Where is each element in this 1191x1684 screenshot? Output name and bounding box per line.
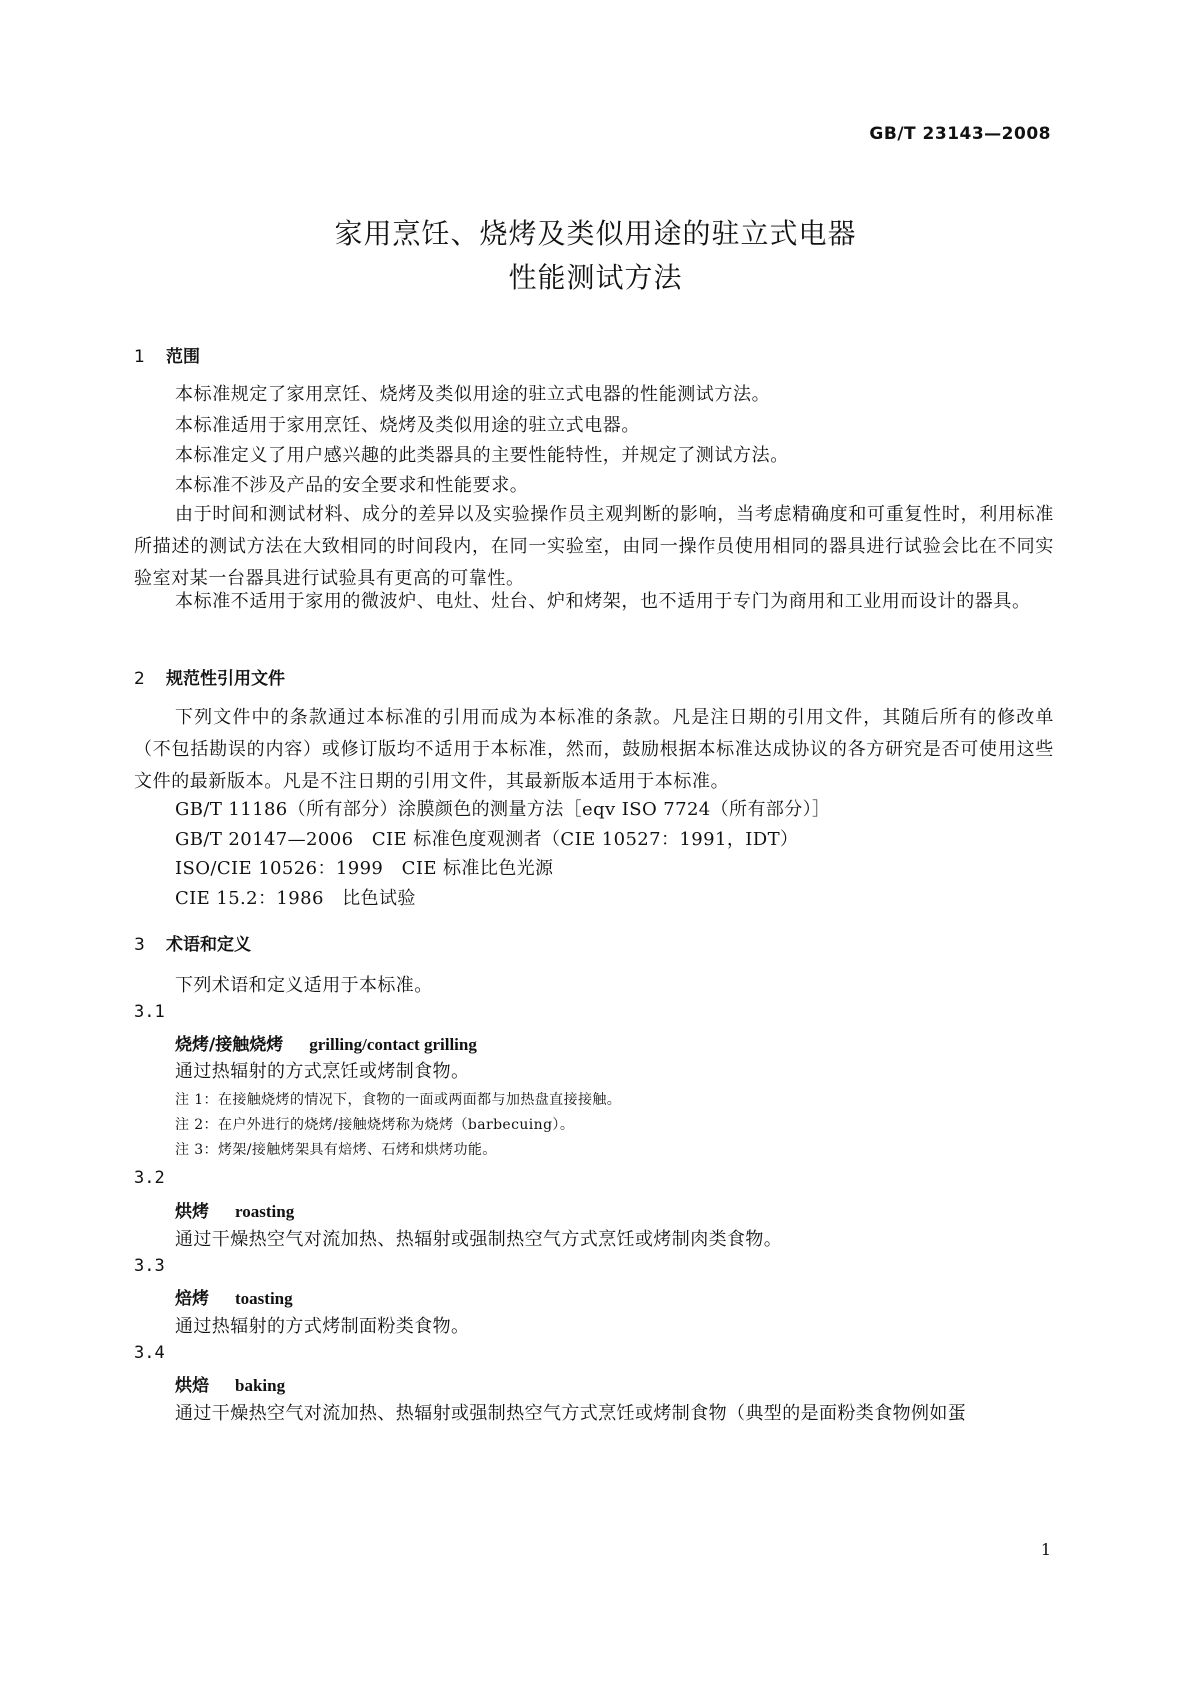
section-3-heading [134, 930, 251, 955]
term-number: 3.4 [134, 1343, 165, 1363]
reference-item: GB/T 11186（所有部分）涂膜颜色的测量方法［eqv ISO 7724（所有部分）］ [175, 799, 831, 820]
paragraph: 本标准适用于家用烹饪、烧烤及类似用途的驻立式电器。 [175, 415, 640, 436]
section-2-heading [134, 664, 285, 689]
paragraph: 下列文件中的条款通过本标准的引用而成为本标准的条款。凡是注日期的引用文件，其随后所有的修改单（不包括勘误的内容）或修订版均不适用于本标准，然而，鼓励根据本标准达成协议的各方研究是否可使用这些文件的最新版本。凡是不注日期的引用文件，其最新版本适用于本标准。 [134, 707, 1054, 792]
term-heading [175, 1030, 477, 1055]
document-title-line1: 家用烹饪、烧烤及类似用途的驻立式电器 [334, 217, 857, 250]
term-note: 注 3：烤架/接触烤架具有焙烤、石烤和烘烤功能。 [175, 1142, 497, 1158]
section-title: 术语和定义 [166, 935, 251, 955]
term-definition: 通过干燥热空气对流加热、热辐射或强制热空气方式烹饪或烤制食物（典型的是面粉类食物例如蛋 [175, 1403, 967, 1424]
term-english: roasting [235, 1202, 295, 1221]
section-title: 范围 [166, 347, 200, 367]
term-number: 3.3 [134, 1256, 165, 1276]
term-heading [175, 1284, 293, 1309]
reference-item: ISO/CIE 10526：1999 CIE 标准比色光源 [175, 858, 554, 879]
paragraph: 本标准不涉及产品的安全要求和性能要求。 [175, 475, 529, 496]
term-chinese: 焙烤 [175, 1289, 209, 1309]
term-chinese: 烘烤 [175, 1202, 209, 1222]
term-chinese: 烘焙 [175, 1376, 209, 1396]
paragraph: 本标准定义了用户感兴趣的此类器具的主要性能特性，并规定了测试方法。 [175, 445, 789, 466]
term-definition: 通过热辐射的方式烤制面粉类食物。 [175, 1316, 470, 1337]
term-number: 3.2 [134, 1168, 165, 1188]
paragraph: 由于时间和测试材料、成分的差异以及实验操作员主观判断的影响，当考虑精确度和可重复性时，利用标准所描述的测试方法在大致相同的时间段内，在同一实验室，由同一操作员使用相同的器具进行试验会比在不同实验室对某一台器具进行试验具有更高的可靠性。 [134, 504, 1054, 589]
term-english: toasting [235, 1289, 293, 1308]
section-number: 1 [134, 347, 145, 367]
section-1-heading [134, 342, 200, 367]
term-definition: 通过热辐射的方式烹饪或烤制食物。 [175, 1061, 470, 1082]
paragraph: 本标准不适用于家用的微波炉、电灶、灶台、炉和烤架，也不适用于专门为商用和工业用而设计的器具。 [175, 591, 1031, 612]
section-number: 2 [134, 669, 145, 689]
section-number: 3 [134, 935, 145, 955]
term-number: 3.1 [134, 1002, 165, 1022]
term-note: 注 2：在户外进行的烧烤/接触烧烤称为烧烤（barbecuing）。 [175, 1117, 575, 1133]
page-number: 1 [1040, 1540, 1051, 1559]
paragraph: 下列术语和定义适用于本标准。 [175, 975, 433, 996]
reference-item: GB/T 20147—2006 CIE 标准色度观测者（CIE 10527：1991，IDT） [175, 829, 799, 850]
paragraph: 本标准规定了家用烹饪、烧烤及类似用途的驻立式电器的性能测试方法。 [175, 384, 771, 405]
standard-code: GB/T 23143—2008 [869, 124, 1051, 144]
term-heading [175, 1371, 285, 1396]
term-chinese: 烧烤/接触烧烤 [175, 1035, 284, 1055]
term-english: baking [235, 1376, 286, 1395]
reference-item: CIE 15.2：1986 比色试验 [175, 888, 416, 909]
term-heading [175, 1197, 294, 1222]
document-title-line2: 性能测试方法 [508, 261, 683, 294]
term-note: 注 1：在接触烧烤的情况下，食物的一面或两面都与加热盘直接接触。 [175, 1092, 622, 1108]
section-title: 规范性引用文件 [166, 669, 285, 689]
term-definition: 通过干燥热空气对流加热、热辐射或强制热空气方式烹饪或烤制肉类食物。 [175, 1229, 783, 1250]
term-english: grilling/contact grilling [309, 1035, 477, 1054]
